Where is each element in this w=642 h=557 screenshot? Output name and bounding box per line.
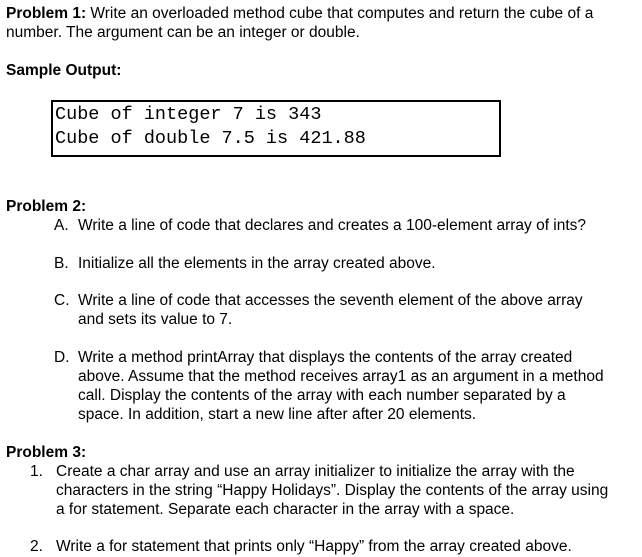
problem3-item-1-line-1: Create a char array and use an array initializer to initialize the array with the	[56, 463, 575, 480]
problem2-item-b-line-1: Initialize all the elements in the array created above.	[78, 255, 436, 272]
sample-output-heading: Sample Output:	[6, 62, 122, 79]
problem3-heading: Problem 3:	[6, 444, 87, 461]
problem2-item-a-marker: A.	[54, 217, 69, 234]
sample-output-code-box	[51, 100, 501, 157]
problem3-item-2-marker: 2.	[30, 538, 43, 555]
problem2-item-d-line-3: call. Display the contents of the array with each number separated by a	[78, 387, 566, 404]
problem2-item-c-marker: C.	[54, 292, 70, 309]
problem2-item-c-line-1: Write a line of code that accesses the seventh element of the above array	[78, 292, 583, 309]
sample-output-line-2: Cube of double 7.5 is 421.88	[55, 128, 366, 149]
problem3-item-1-line-3: a for statement. Separate each character in the array with a space.	[56, 501, 515, 518]
problem2-item-b-marker: B.	[54, 255, 69, 272]
problem2-item-d-line-4: space. In addition, start a new line after after 20 elements.	[78, 406, 477, 423]
problem2-item-d-line-2: above. Assume that the method receives array1 as an argument in a method	[78, 368, 604, 385]
problem2-item-c-line-2: and sets its value to 7.	[78, 311, 233, 328]
problem1-text-line-2: number. The argument can be an integer or double.	[6, 24, 360, 41]
problem1-text-line-1: Write an overloaded method cube that computes and return the cube of a	[90, 5, 594, 22]
problem2-item-d-marker: D.	[54, 349, 70, 366]
problem3-item-2-line-1: Write a for statement that prints only “Happy” from the array created above.	[56, 538, 572, 555]
problem1-heading: Problem 1:	[6, 5, 87, 22]
problem2-item-a-line-1: Write a line of code that declares and creates a 100-element array of ints?	[78, 217, 587, 234]
sample-output-line-1: Cube of integer 7 is 343	[55, 104, 322, 125]
problem3-item-1-marker: 1.	[30, 463, 43, 480]
problem2-item-d-line-1: Write a method printArray that displays the contents of the array created	[78, 349, 573, 366]
problem2-heading: Problem 2:	[6, 198, 87, 215]
problem1-paragraph	[6, 4, 593, 23]
problem3-item-1-line-2: characters in the string “Happy Holidays”. Display the contents of the array using	[56, 482, 609, 499]
